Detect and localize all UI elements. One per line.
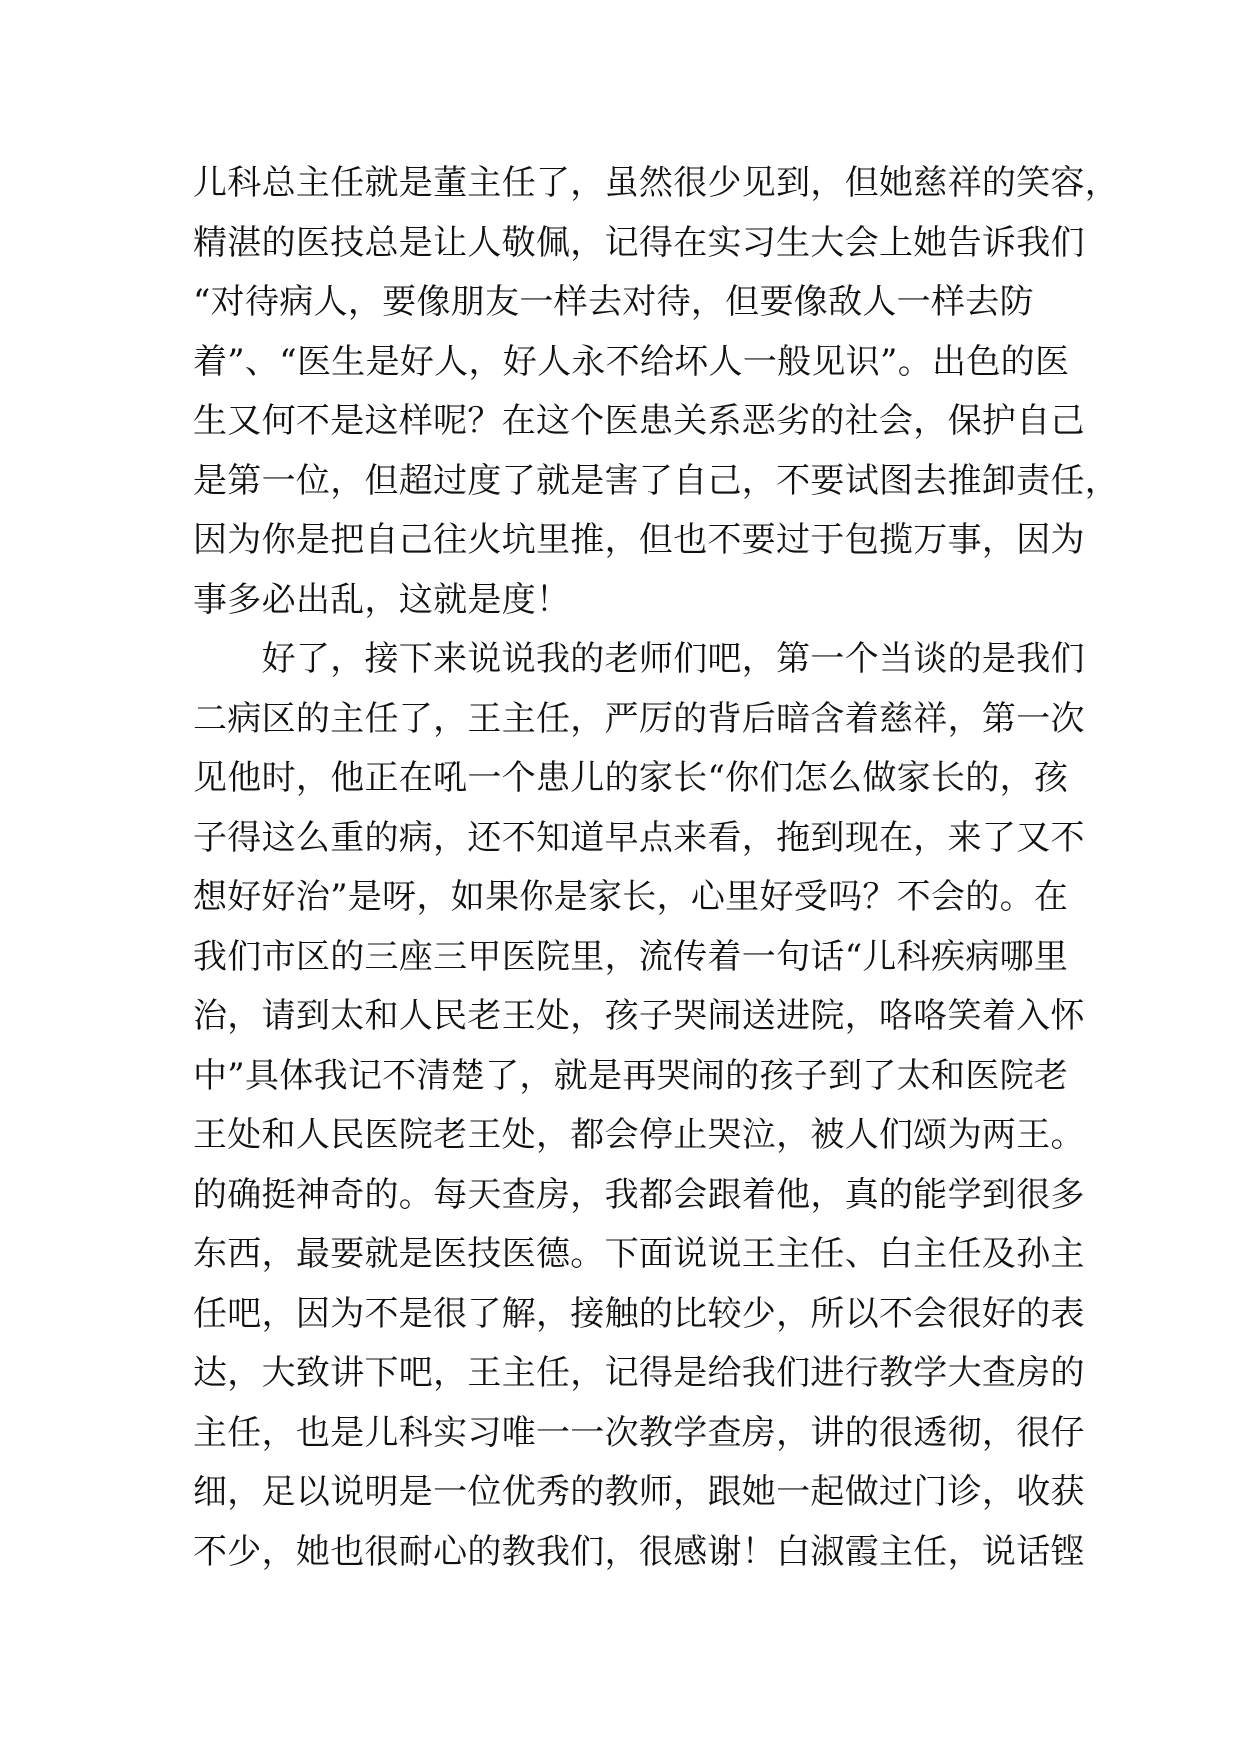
text-line: “对待病人，要像朋友一样去对待，但要像敌人一样去防 xyxy=(193,282,1034,322)
text-line: 因为你是把自己往火坑里推，但也不要过于包揽万事，因为 xyxy=(193,520,1085,560)
text-line: 中”具体我记不清楚了，就是再哭闹的孩子到了太和医院老 xyxy=(193,1055,1069,1096)
text-line: 事多必出乱，这就是度！ xyxy=(193,579,571,620)
text-line: 达，大致讲下吧，王主任，记得是给我们进行教学大查房的 xyxy=(193,1353,1085,1393)
text-line: 治，请到太和人民老王处，孩子哭闹送进院，咯咯笑着入怀 xyxy=(193,996,1085,1036)
text-line: 见他时，他正在吼一个患儿的家长“你们怎么做家长的，孩 xyxy=(193,758,1069,798)
text-line: 的确挺神奇的。每天查房，我都会跟着他，真的能学到很多 xyxy=(193,1174,1085,1215)
text-line: 儿科总主任就是董主任了，虽然很少见到，但她慈祥的笑容， xyxy=(193,163,1120,203)
text-line: 生又何不是这样呢？在这个医患关系恶劣的社会，保护自己 xyxy=(193,401,1085,441)
text-line: 不少，她也很耐心的教我们，很感谢！白淑霞主任，说话铿 xyxy=(193,1531,1085,1572)
text-line: 任吧，因为不是很了解，接触的比较少，所以不会很好的表 xyxy=(193,1293,1085,1334)
text-line: 着”、“医生是好人，好人永不给坏人一般见识”。出色的医 xyxy=(193,341,1070,382)
body-text xyxy=(193,154,1120,1582)
text-line: 精湛的医技总是让人敬佩，记得在实习生大会上她告诉我们 xyxy=(193,222,1085,263)
text-line: 二病区的主任了，王主任，严厉的背后暗含着慈祥，第一次 xyxy=(193,698,1085,739)
text-line: 子得这么重的病，还不知道早点来看，拖到现在，来了又不 xyxy=(193,817,1085,858)
text-line: 想好好治”是呀，如果你是家长，心里好受吗？不会的。在 xyxy=(193,877,1069,917)
paragraph-start-line: 好了，接下来说说我的老师们吧，第一个当谈的是我们 xyxy=(193,639,1085,679)
text-line: 王处和人民医院老王处，都会停止哭泣，被人们颂为两王。 xyxy=(193,1115,1085,1155)
text-line: 我们市区的三座三甲医院里，流传着一句话“儿科疾病哪里 xyxy=(193,936,1069,977)
text-line: 东西，最要就是医技医德。下面说说王主任、白主任及孙主 xyxy=(193,1234,1085,1274)
text-line: 细，足以说明是一位优秀的教师，跟她一起做过门诊，收获 xyxy=(193,1472,1085,1512)
text-line: 主任，也是儿科实习唯一一次教学查房，讲的很透彻，很仔 xyxy=(193,1412,1085,1453)
text-line: 是第一位，但超过度了就是害了自己，不要试图去推卸责任， xyxy=(193,460,1120,501)
